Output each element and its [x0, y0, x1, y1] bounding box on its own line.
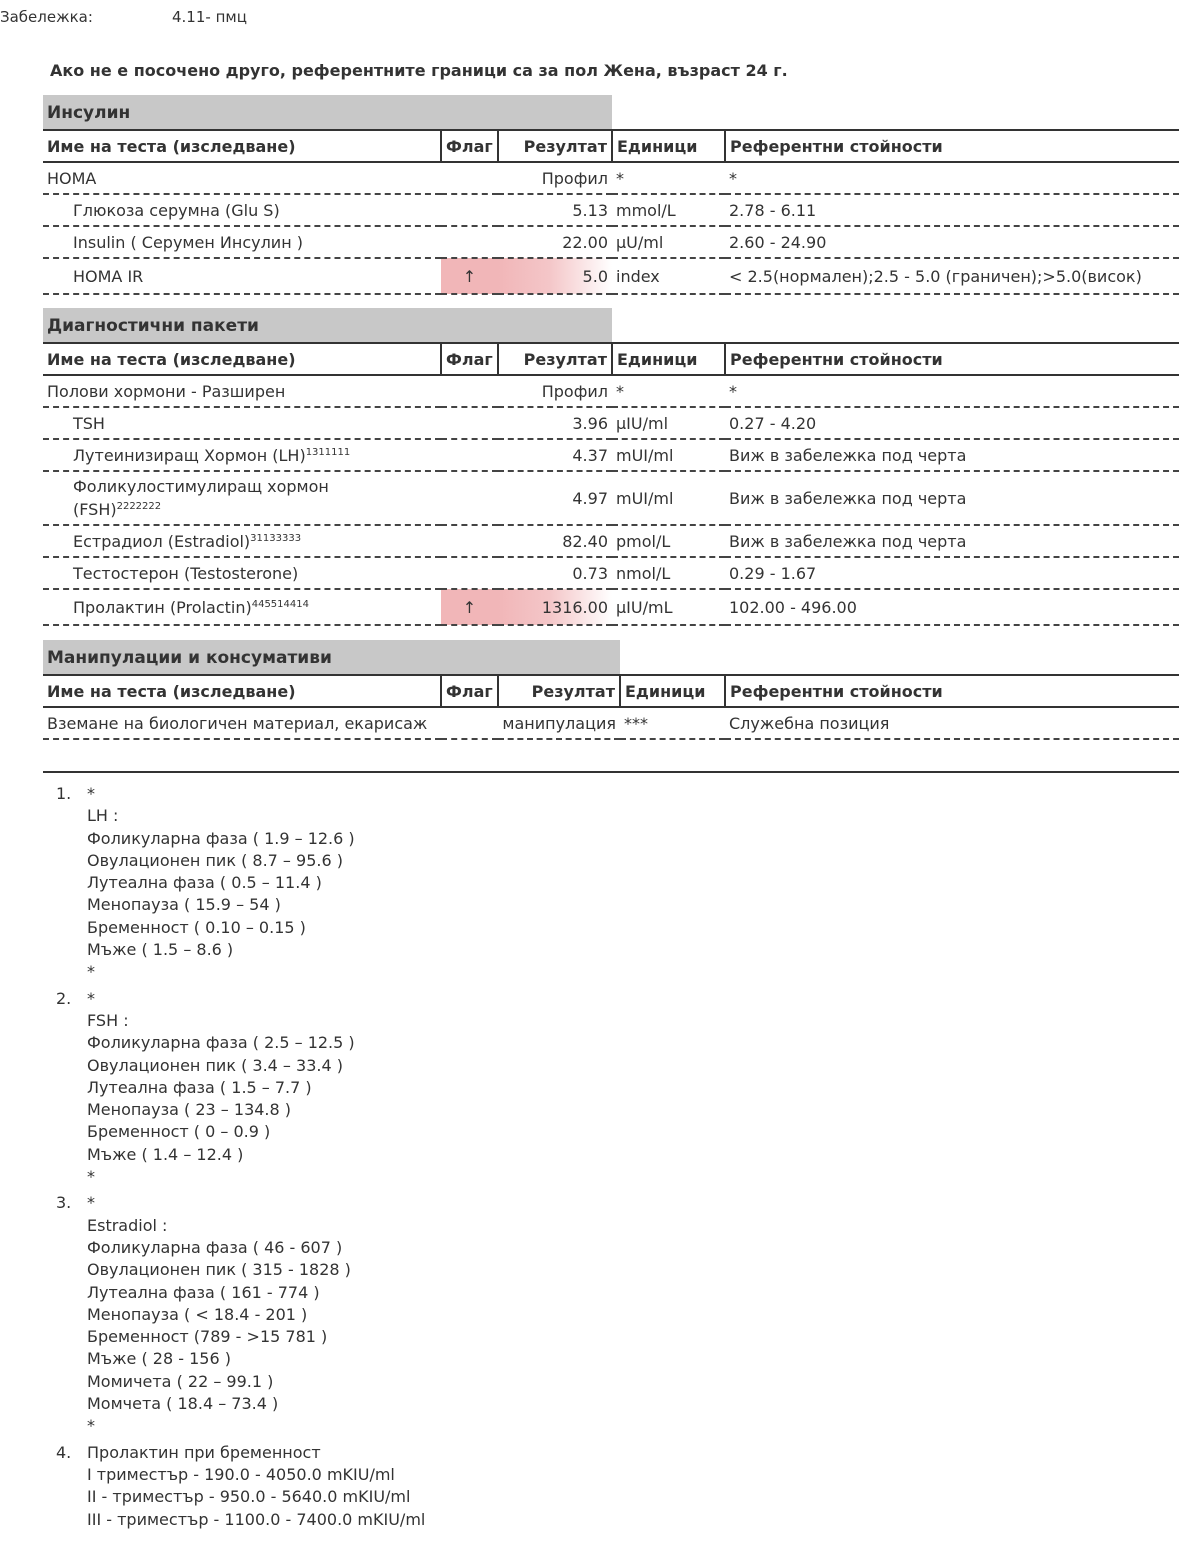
- footnote-line: *: [87, 1193, 95, 1213]
- footnote-separator: [43, 771, 1179, 773]
- test-unit: mUI/ml: [612, 471, 725, 525]
- test-name: HOMA IR: [43, 258, 441, 294]
- test-name-text: Естрадиол (Estradiol): [73, 531, 251, 551]
- test-ref: < 2.5(нормален);2.5 - 5.0 (граничен);>5.0(висок): [725, 258, 1179, 294]
- test-ref: *: [725, 162, 1179, 194]
- footnote-line: Менопауза ( 23 – 134.8 ): [87, 1100, 292, 1120]
- test-flag: [441, 162, 498, 194]
- footnote-line: Лутеална фаза ( 161 - 774 ): [87, 1282, 320, 1302]
- footnote-line: Мъже ( 1.4 – 12.4 ): [87, 1144, 244, 1164]
- test-result: 4.37: [498, 439, 612, 471]
- test-name: [43, 589, 441, 625]
- footnotes-list: [0, 783, 600, 1535]
- footnote-line: *: [87, 1416, 95, 1436]
- table-row: [43, 407, 1179, 439]
- footnote-line: Фоликуларна фаза ( 1.9 – 12.6 ): [87, 828, 355, 848]
- test-name: Вземане на биологичен материал, екарисаж: [43, 707, 441, 739]
- col-header-name: Име на теста (изследване): [43, 343, 441, 375]
- test-ref: 2.78 - 6.11: [725, 194, 1179, 226]
- test-name: Тестостерон (Testosterone): [43, 557, 441, 589]
- test-unit: mUI/ml: [612, 439, 725, 471]
- test-result: 0.73: [498, 557, 612, 589]
- col-header-name: Име на теста (изследване): [43, 675, 441, 707]
- test-unit: nmol/L: [612, 557, 725, 589]
- table-header-row: [43, 343, 1179, 375]
- section-diagnostic-packages: [43, 308, 1179, 626]
- test-result: манипулация: [498, 707, 620, 739]
- note-value: 4.11- пмц: [172, 8, 247, 26]
- footnote-item: [0, 783, 600, 984]
- footnote-line: Менопауза ( 15.9 – 54 ): [87, 895, 281, 915]
- footnote-number: 1.: [56, 784, 72, 803]
- test-unit: mmol/L: [612, 194, 725, 226]
- test-ref: 2.60 - 24.90: [725, 226, 1179, 258]
- section-manipulations: [43, 640, 1179, 740]
- results-table: [43, 129, 1179, 295]
- footnote-line: Лутеална фаза ( 0.5 – 11.4 ): [87, 873, 322, 893]
- test-ref: Виж в забележка под черта: [725, 439, 1179, 471]
- test-name: Insulin ( Серумен Инсулин ): [43, 226, 441, 258]
- footnote-line: Мъже ( 1.5 – 8.6 ): [87, 940, 234, 960]
- col-header-ref: Референтни стойности: [725, 343, 1179, 375]
- footnote-line: Estradiol :: [87, 1215, 168, 1235]
- test-unit: µIU/mL: [612, 589, 725, 625]
- footnote-line: Пролактин при бременност: [87, 1442, 321, 1462]
- test-unit: index: [612, 258, 725, 294]
- footnote-line: Овулационен пик ( 315 - 1828 ): [87, 1260, 351, 1280]
- footnote-line: LH :: [87, 806, 119, 826]
- footnote-line: Лутеална фаза ( 1.5 – 7.7 ): [87, 1077, 312, 1097]
- test-name: TSH: [43, 407, 441, 439]
- table-row: [43, 525, 1179, 557]
- test-unit: *: [612, 162, 725, 194]
- col-header-flag: Флаг: [441, 675, 498, 707]
- test-name: [43, 471, 441, 525]
- footnote-number: 2.: [56, 988, 72, 1008]
- test-unit: pmol/L: [612, 525, 725, 557]
- test-unit: µIU/ml: [612, 407, 725, 439]
- footnote-line: Овулационен пик ( 8.7 – 95.6 ): [87, 850, 343, 870]
- footnote-ref: 31133333: [250, 532, 302, 544]
- test-unit: *: [612, 375, 725, 407]
- test-flag: [441, 707, 498, 739]
- high-flag-arrow-icon: ↑: [441, 258, 498, 294]
- test-result: 22.00: [498, 226, 612, 258]
- footnote-item: [0, 1192, 600, 1437]
- table-row: [43, 194, 1179, 226]
- footnote-item: [0, 988, 600, 1189]
- note-row: [0, 8, 247, 26]
- test-result: 4.97: [498, 471, 612, 525]
- table-row: [43, 707, 1179, 739]
- footnote-line: III - триместър - 1100.0 - 7400.0 mKIU/ml: [87, 1509, 426, 1529]
- col-header-result: Резултат: [498, 130, 612, 162]
- footnote-line: Овулационен пик ( 3.4 – 33.4 ): [87, 1055, 343, 1075]
- test-flag: [441, 194, 498, 226]
- col-header-name: Име на теста (изследване): [43, 130, 441, 162]
- section-insulin: [43, 95, 1179, 295]
- footnote-line: II - триместър - 950.0 - 5640.0 mKIU/ml: [87, 1487, 411, 1507]
- footnote-line: Момичета ( 22 – 99.1 ): [87, 1371, 274, 1391]
- test-flag: [441, 407, 498, 439]
- footnote-ref: 2222222: [116, 500, 162, 512]
- test-ref: 0.27 - 4.20: [725, 407, 1179, 439]
- test-name: [43, 439, 441, 471]
- test-name: [43, 525, 441, 557]
- footnote-line: Фоликуларна фаза ( 46 - 607 ): [87, 1237, 343, 1257]
- high-flag-arrow-icon: ↑: [441, 589, 498, 625]
- test-result: 5.13: [498, 194, 612, 226]
- test-name-text-2: (FSH): [73, 499, 117, 519]
- test-name-text: Лутеинизиращ Хормон (LH): [73, 445, 306, 465]
- table-header-row: [43, 130, 1179, 162]
- table-row: [43, 439, 1179, 471]
- table-row: [43, 226, 1179, 258]
- test-ref: Виж в забележка под черта: [725, 525, 1179, 557]
- footnote-line: *: [87, 988, 95, 1008]
- table-row: [43, 162, 1179, 194]
- table-header-row: [43, 675, 1179, 707]
- footnote-line: Фоликуларна фаза ( 2.5 – 12.5 ): [87, 1033, 355, 1053]
- table-row: [43, 375, 1179, 407]
- test-result: 3.96: [498, 407, 612, 439]
- test-result: Профил: [498, 162, 612, 194]
- table-row: [43, 471, 1179, 525]
- test-flag: [441, 375, 498, 407]
- footnote-line: *: [87, 1167, 95, 1187]
- footnote-ref: 445514414: [251, 598, 309, 610]
- test-name: HOMA: [43, 162, 441, 194]
- footnote-number: 3.: [56, 1193, 72, 1213]
- col-header-result: Резултат: [498, 675, 620, 707]
- test-flag: [441, 471, 498, 525]
- section-title: Диагностични пакети: [43, 308, 612, 342]
- footnote-line: Мъже ( 28 - 156 ): [87, 1349, 231, 1369]
- test-name-text: Пролактин (Prolactin): [73, 597, 252, 617]
- footnote-line: I триместър - 190.0 - 4050.0 mKIU/ml: [87, 1464, 395, 1484]
- col-header-result: Резултат: [498, 343, 612, 375]
- reference-disclaimer: Ако не е посочено друго, референтните граници са за пол Жена, възраст 24 г.: [50, 61, 788, 80]
- results-table: [43, 342, 1179, 626]
- test-flag: [441, 557, 498, 589]
- test-name: Глюкоза серумна (Glu S): [43, 194, 441, 226]
- footnote-line: FSH :: [87, 1010, 129, 1030]
- col-header-ref: Референтни стойности: [725, 675, 1179, 707]
- footnote-line: *: [87, 784, 95, 803]
- footnote-line: Менопауза ( < 18.4 - 201 ): [87, 1304, 308, 1324]
- col-header-unit: Единици: [612, 343, 725, 375]
- footnote-line: Бременност (789 - >15 781 ): [87, 1327, 328, 1347]
- test-flag: [441, 226, 498, 258]
- section-title: Инсулин: [43, 95, 612, 129]
- footnote-line: Бременност ( 0.10 – 0.15 ): [87, 917, 306, 937]
- table-row: [43, 589, 1179, 625]
- col-header-flag: Флаг: [441, 343, 498, 375]
- footnote-number: 4.: [56, 1442, 72, 1462]
- test-result: Профил: [498, 375, 612, 407]
- test-unit: µU/ml: [612, 226, 725, 258]
- test-ref: 102.00 - 496.00: [725, 589, 1179, 625]
- section-title: Манипулации и консумативи: [43, 640, 620, 674]
- test-flag: [441, 525, 498, 557]
- test-name-text: Фоликулостимулиращ хормон: [73, 476, 329, 496]
- test-ref: *: [725, 375, 1179, 407]
- test-unit: ***: [620, 707, 725, 739]
- test-flag: [441, 439, 498, 471]
- col-header-flag: Флаг: [441, 130, 498, 162]
- footnote-line: *: [87, 962, 95, 982]
- col-header-unit: Единици: [612, 130, 725, 162]
- note-label: Забележка:: [0, 8, 93, 26]
- footnote-ref: 1311111: [305, 446, 351, 458]
- col-header-ref: Референтни стойности: [725, 130, 1179, 162]
- table-row: [43, 557, 1179, 589]
- footnote-line: Момчета ( 18.4 – 73.4 ): [87, 1394, 279, 1414]
- test-ref: Служебна позиция: [725, 707, 1179, 739]
- test-ref: 0.29 - 1.67: [725, 557, 1179, 589]
- footnote-item: [0, 1442, 600, 1531]
- test-result: 5.0: [498, 258, 612, 294]
- test-result: 82.40: [498, 525, 612, 557]
- test-name: Полови хормони - Разширен: [43, 375, 441, 407]
- table-row: [43, 258, 1179, 294]
- test-result: 1316.00: [498, 589, 612, 625]
- footnote-line: Бременност ( 0 – 0.9 ): [87, 1122, 271, 1142]
- test-ref: Виж в забележка под черта: [725, 471, 1179, 525]
- col-header-unit: Единици: [620, 675, 725, 707]
- results-table: [43, 674, 1179, 740]
